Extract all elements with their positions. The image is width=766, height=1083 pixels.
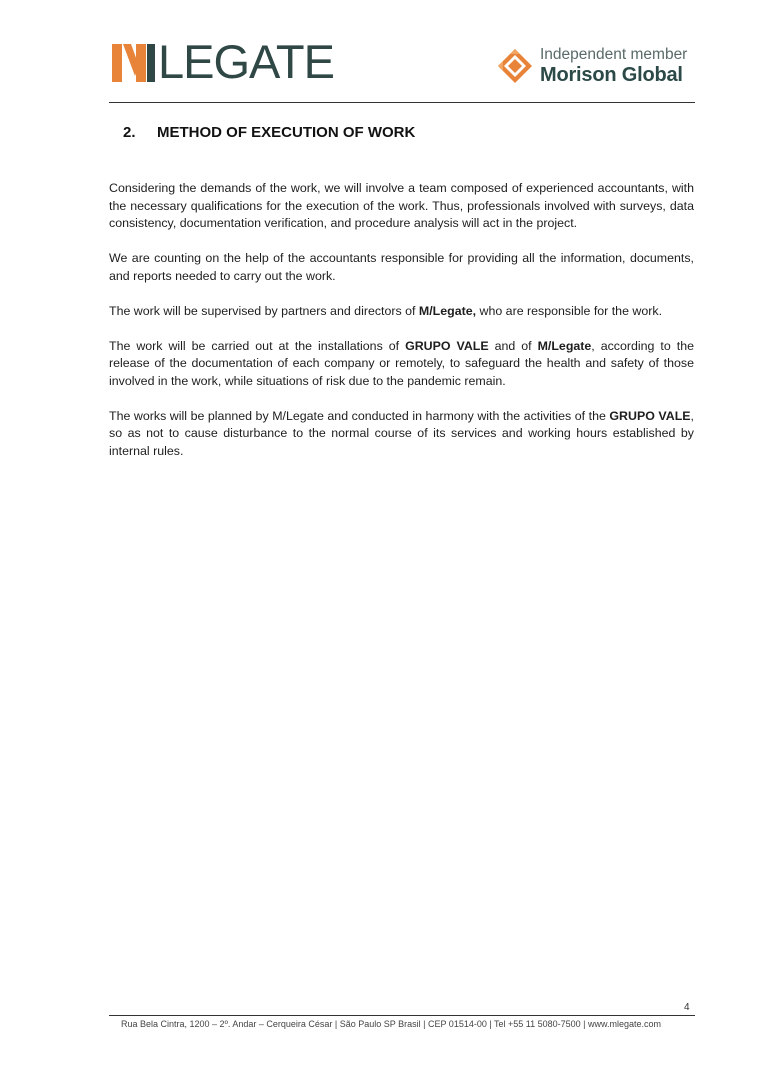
paragraph-text: , according to the release of the documentation of each company or remotely, to safeguard the health and safety of those involved in the work, while situations of risk due to the pandemic remain.	[109, 338, 694, 388]
paragraph-text: The works will be planned by M/Legate and conducted in harmony with the activities of the	[109, 408, 610, 423]
paragraph-text: and of	[488, 338, 538, 353]
paragraph-accountants: We are counting on the help of the accountants responsible for providing all the information, documents, and reports needed to carry out the work.	[109, 251, 694, 283]
paragraph-installations	[109, 338, 694, 391]
bold-client-name: GRUPO VALE	[609, 408, 691, 423]
paragraph-text: The work will be supervised by partners and directors of	[109, 303, 419, 318]
morison-diamond-icon	[497, 48, 533, 84]
paragraph-team: Considering the demands of the work, we will involve a team composed of experienced accountants, with the necessary qualifications for the execution of the work. Thus, professionals involved with surveys, data consistency, documentation verification, and procedure analysis will act in the project.	[109, 181, 694, 230]
footer-address: Rua Bela Cintra, 1200 – 2º. Andar – Cerqueira César | São Paulo SP Brasil | CEP 01514-00 | Tel +55 11 5080-7500 | www.mlegate.com	[121, 1019, 662, 1029]
header-divider	[109, 102, 695, 103]
section-heading	[123, 124, 415, 141]
bold-company-name: M/Legate,	[418, 303, 477, 318]
paragraph-text: , so as not to cause disturbance to the normal course of its services and working hours established by internal rules.	[109, 408, 694, 458]
member-label: Independent member	[540, 46, 688, 63]
mlegate-logo	[112, 35, 334, 88]
logo-text: LEGATE	[158, 35, 334, 88]
paragraph-planning	[109, 408, 694, 461]
section-title: METHOD OF EXECUTION OF WORK	[157, 124, 416, 141]
section-number: 2.	[123, 124, 136, 141]
brand-label: Morison Global	[540, 64, 683, 86]
mlegate-m-mark-icon	[112, 44, 156, 82]
bold-company-name: M/Legate	[537, 338, 592, 353]
bold-client-name: GRUPO VALE	[405, 338, 489, 353]
morison-global-logo	[497, 44, 697, 86]
paragraph-text: The work will be carried out at the installations of	[109, 338, 406, 353]
page-number: 4	[684, 1002, 690, 1013]
paragraph-supervision	[109, 303, 694, 321]
paragraph-text: who are responsible for the work.	[476, 303, 663, 318]
section-body	[109, 180, 694, 478]
footer-divider	[109, 1015, 695, 1016]
